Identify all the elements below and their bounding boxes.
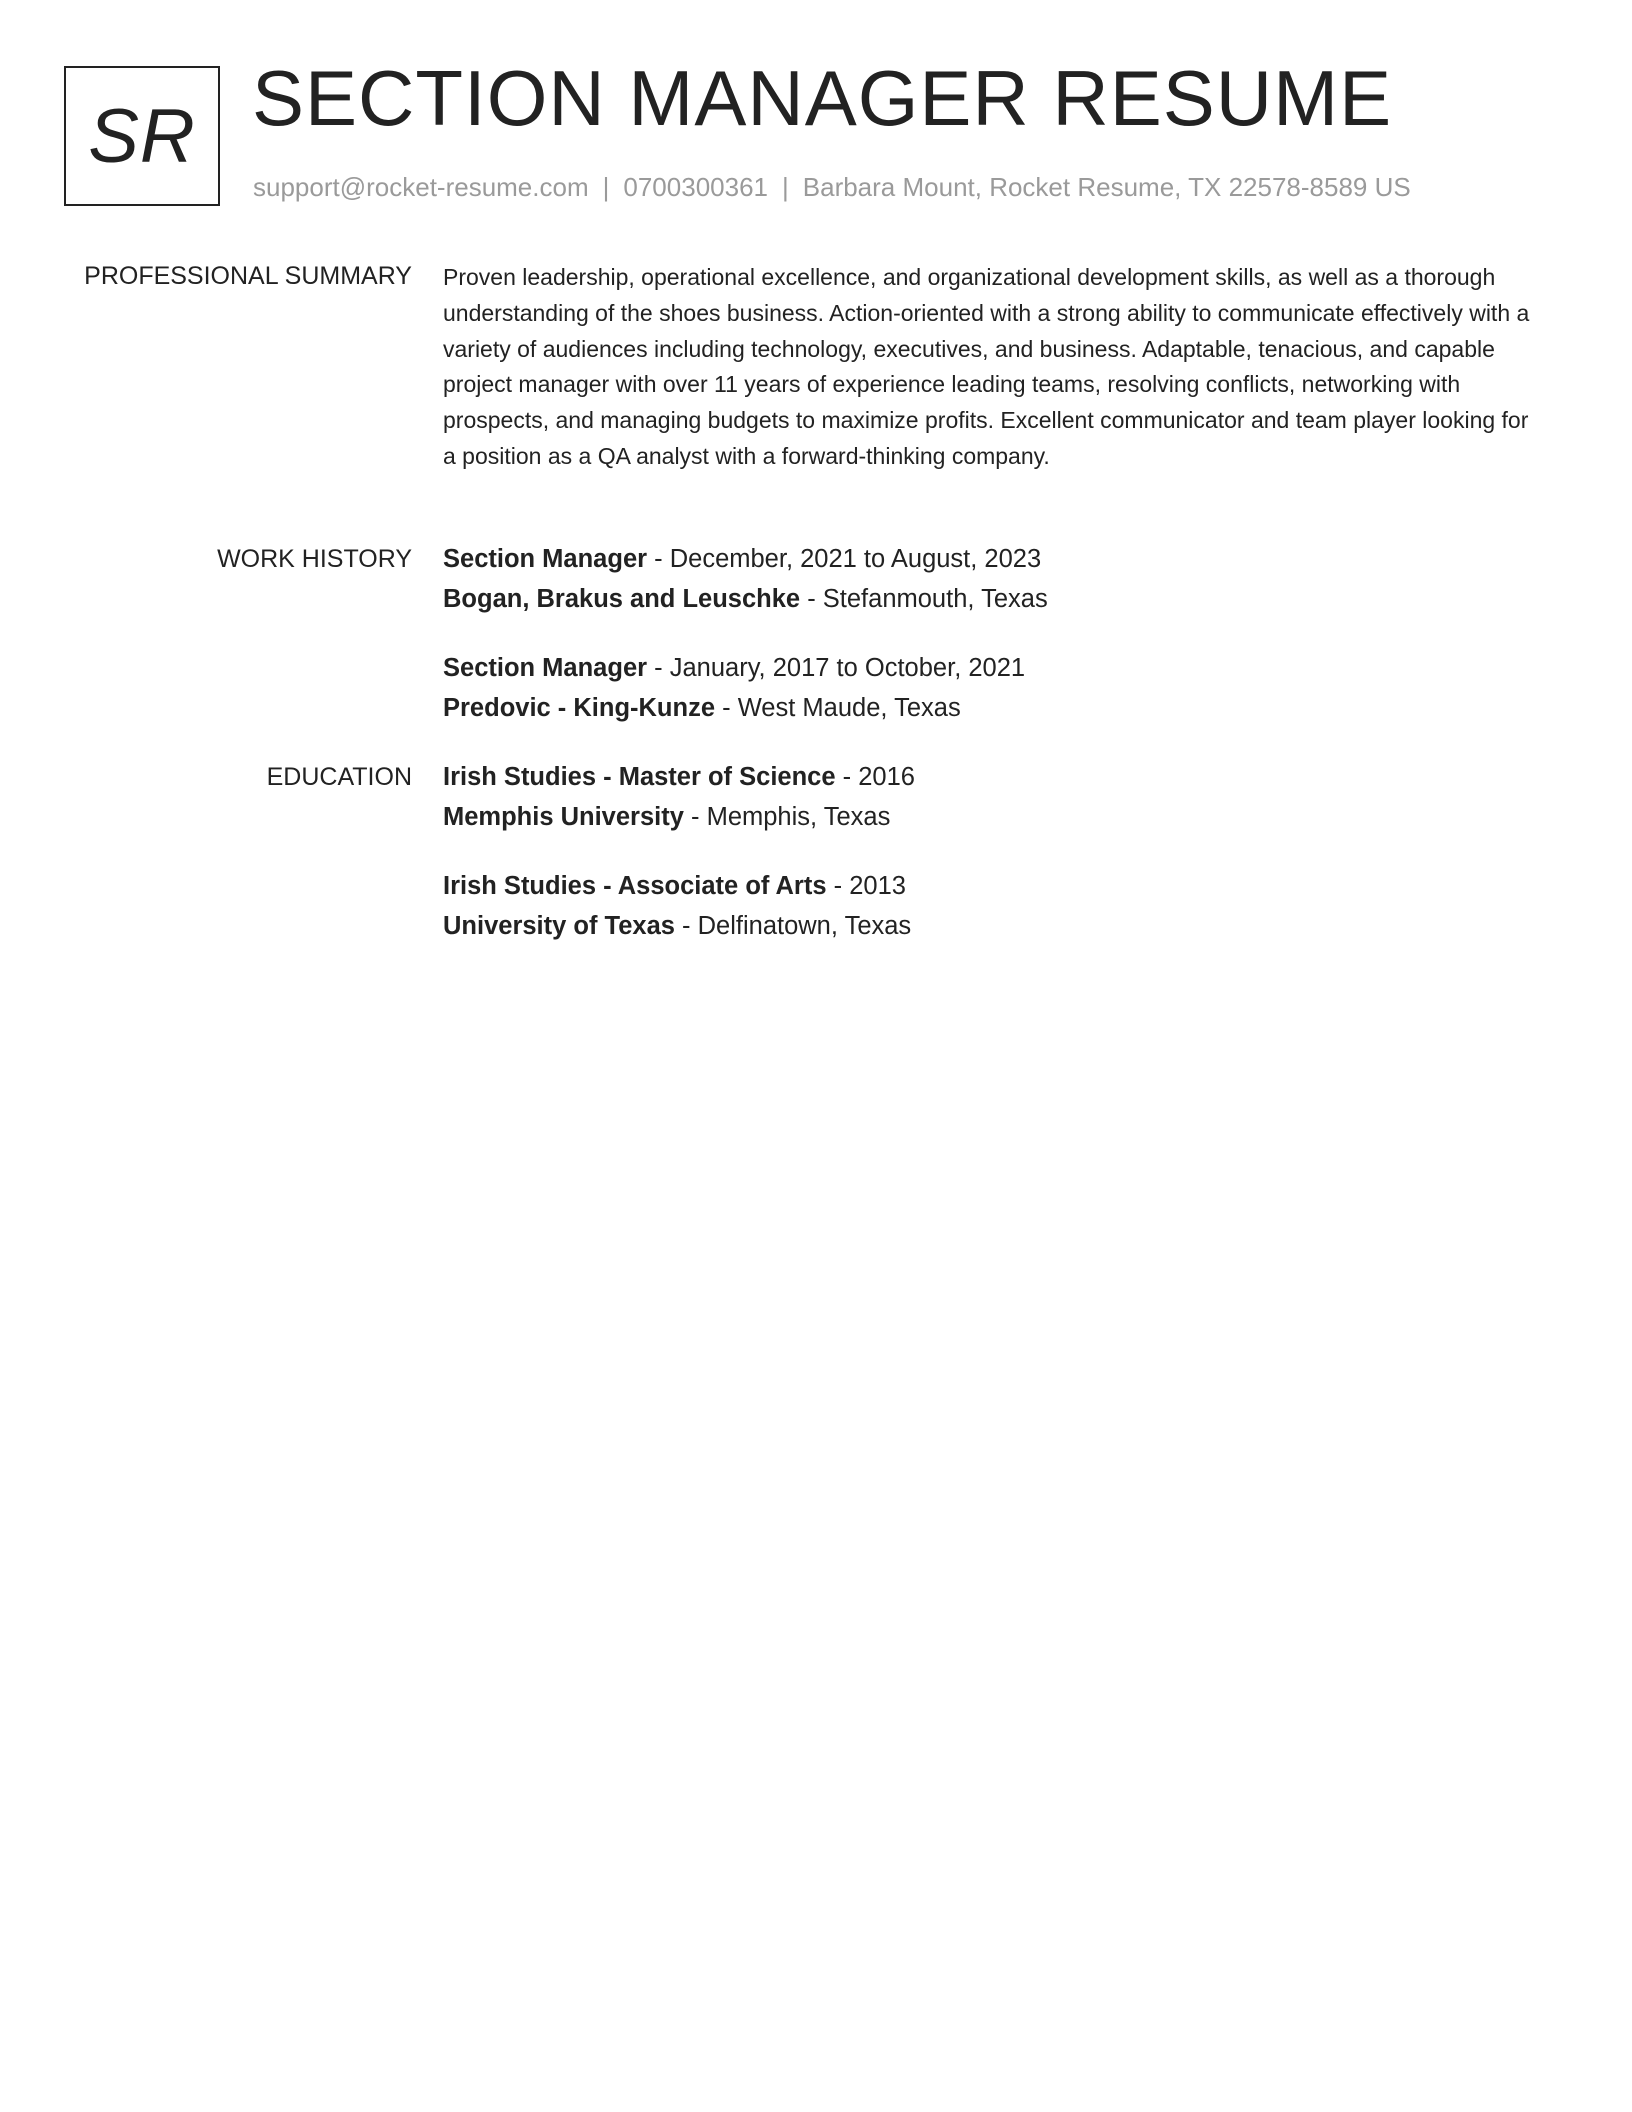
company-name: Predovic - King-Kunze [443, 694, 716, 722]
graduation-year: - 2013 [833, 872, 906, 900]
company-name: Bogan, Brakus and Leuschke [443, 585, 801, 613]
school-location: - Delfinatown, Texas [682, 912, 912, 940]
job-dates: - December, 2021 to August, 2023 [654, 545, 1042, 573]
contact-separator: | [602, 172, 610, 202]
summary-heading: PROFESSIONAL SUMMARY [84, 262, 412, 290]
contact-line [253, 172, 1411, 203]
contact-separator: | [782, 172, 789, 202]
school-name: Memphis University [443, 803, 684, 831]
education-entry [443, 757, 1543, 837]
summary-text: Proven leadership, operational excellence, and organizational development skills, as well as a thorough understanding of the shoes business. Action-oriented with a strong ability to communicate effectively with a variety of audiences including technology, executives, and business. Adaptable, tenacious, and capable project manager with over 11 years of experience leading teams, resolving conflicts, networking with prospects, and managing budgets to maximize profits. Excellent communicator and team player looking for a position as a QA analyst with a forward-thinking company. [443, 264, 1530, 469]
monogram-initials: SR [88, 93, 196, 179]
degree: Irish Studies - Associate of Arts [443, 872, 827, 900]
education-entry [443, 866, 1543, 946]
contact-email: support@rocket-resume.com [253, 172, 589, 202]
work-entry [443, 539, 1543, 619]
monogram-box [64, 66, 220, 206]
work-entry [443, 648, 1543, 728]
company-location: - Stefanmouth, Texas [807, 585, 1048, 613]
education-heading: EDUCATION [266, 763, 412, 791]
work-history-heading: WORK HISTORY [217, 545, 412, 573]
contact-address: Barbara Mount, Rocket Resume, TX 22578-8589 US [802, 172, 1411, 202]
resume-title: SECTION MANAGER RESUME [252, 54, 1393, 142]
job-title: Section Manager [443, 545, 648, 573]
company-location: - West Maude, Texas [722, 694, 961, 722]
school-location: - Memphis, Texas [691, 803, 891, 831]
school-name: University of Texas [443, 912, 675, 940]
graduation-year: - 2016 [842, 763, 915, 791]
contact-phone: 0700300361 [623, 172, 768, 202]
job-title: Section Manager [443, 654, 648, 682]
job-dates: - January, 2017 to October, 2021 [654, 654, 1026, 682]
degree: Irish Studies - Master of Science [443, 763, 836, 791]
